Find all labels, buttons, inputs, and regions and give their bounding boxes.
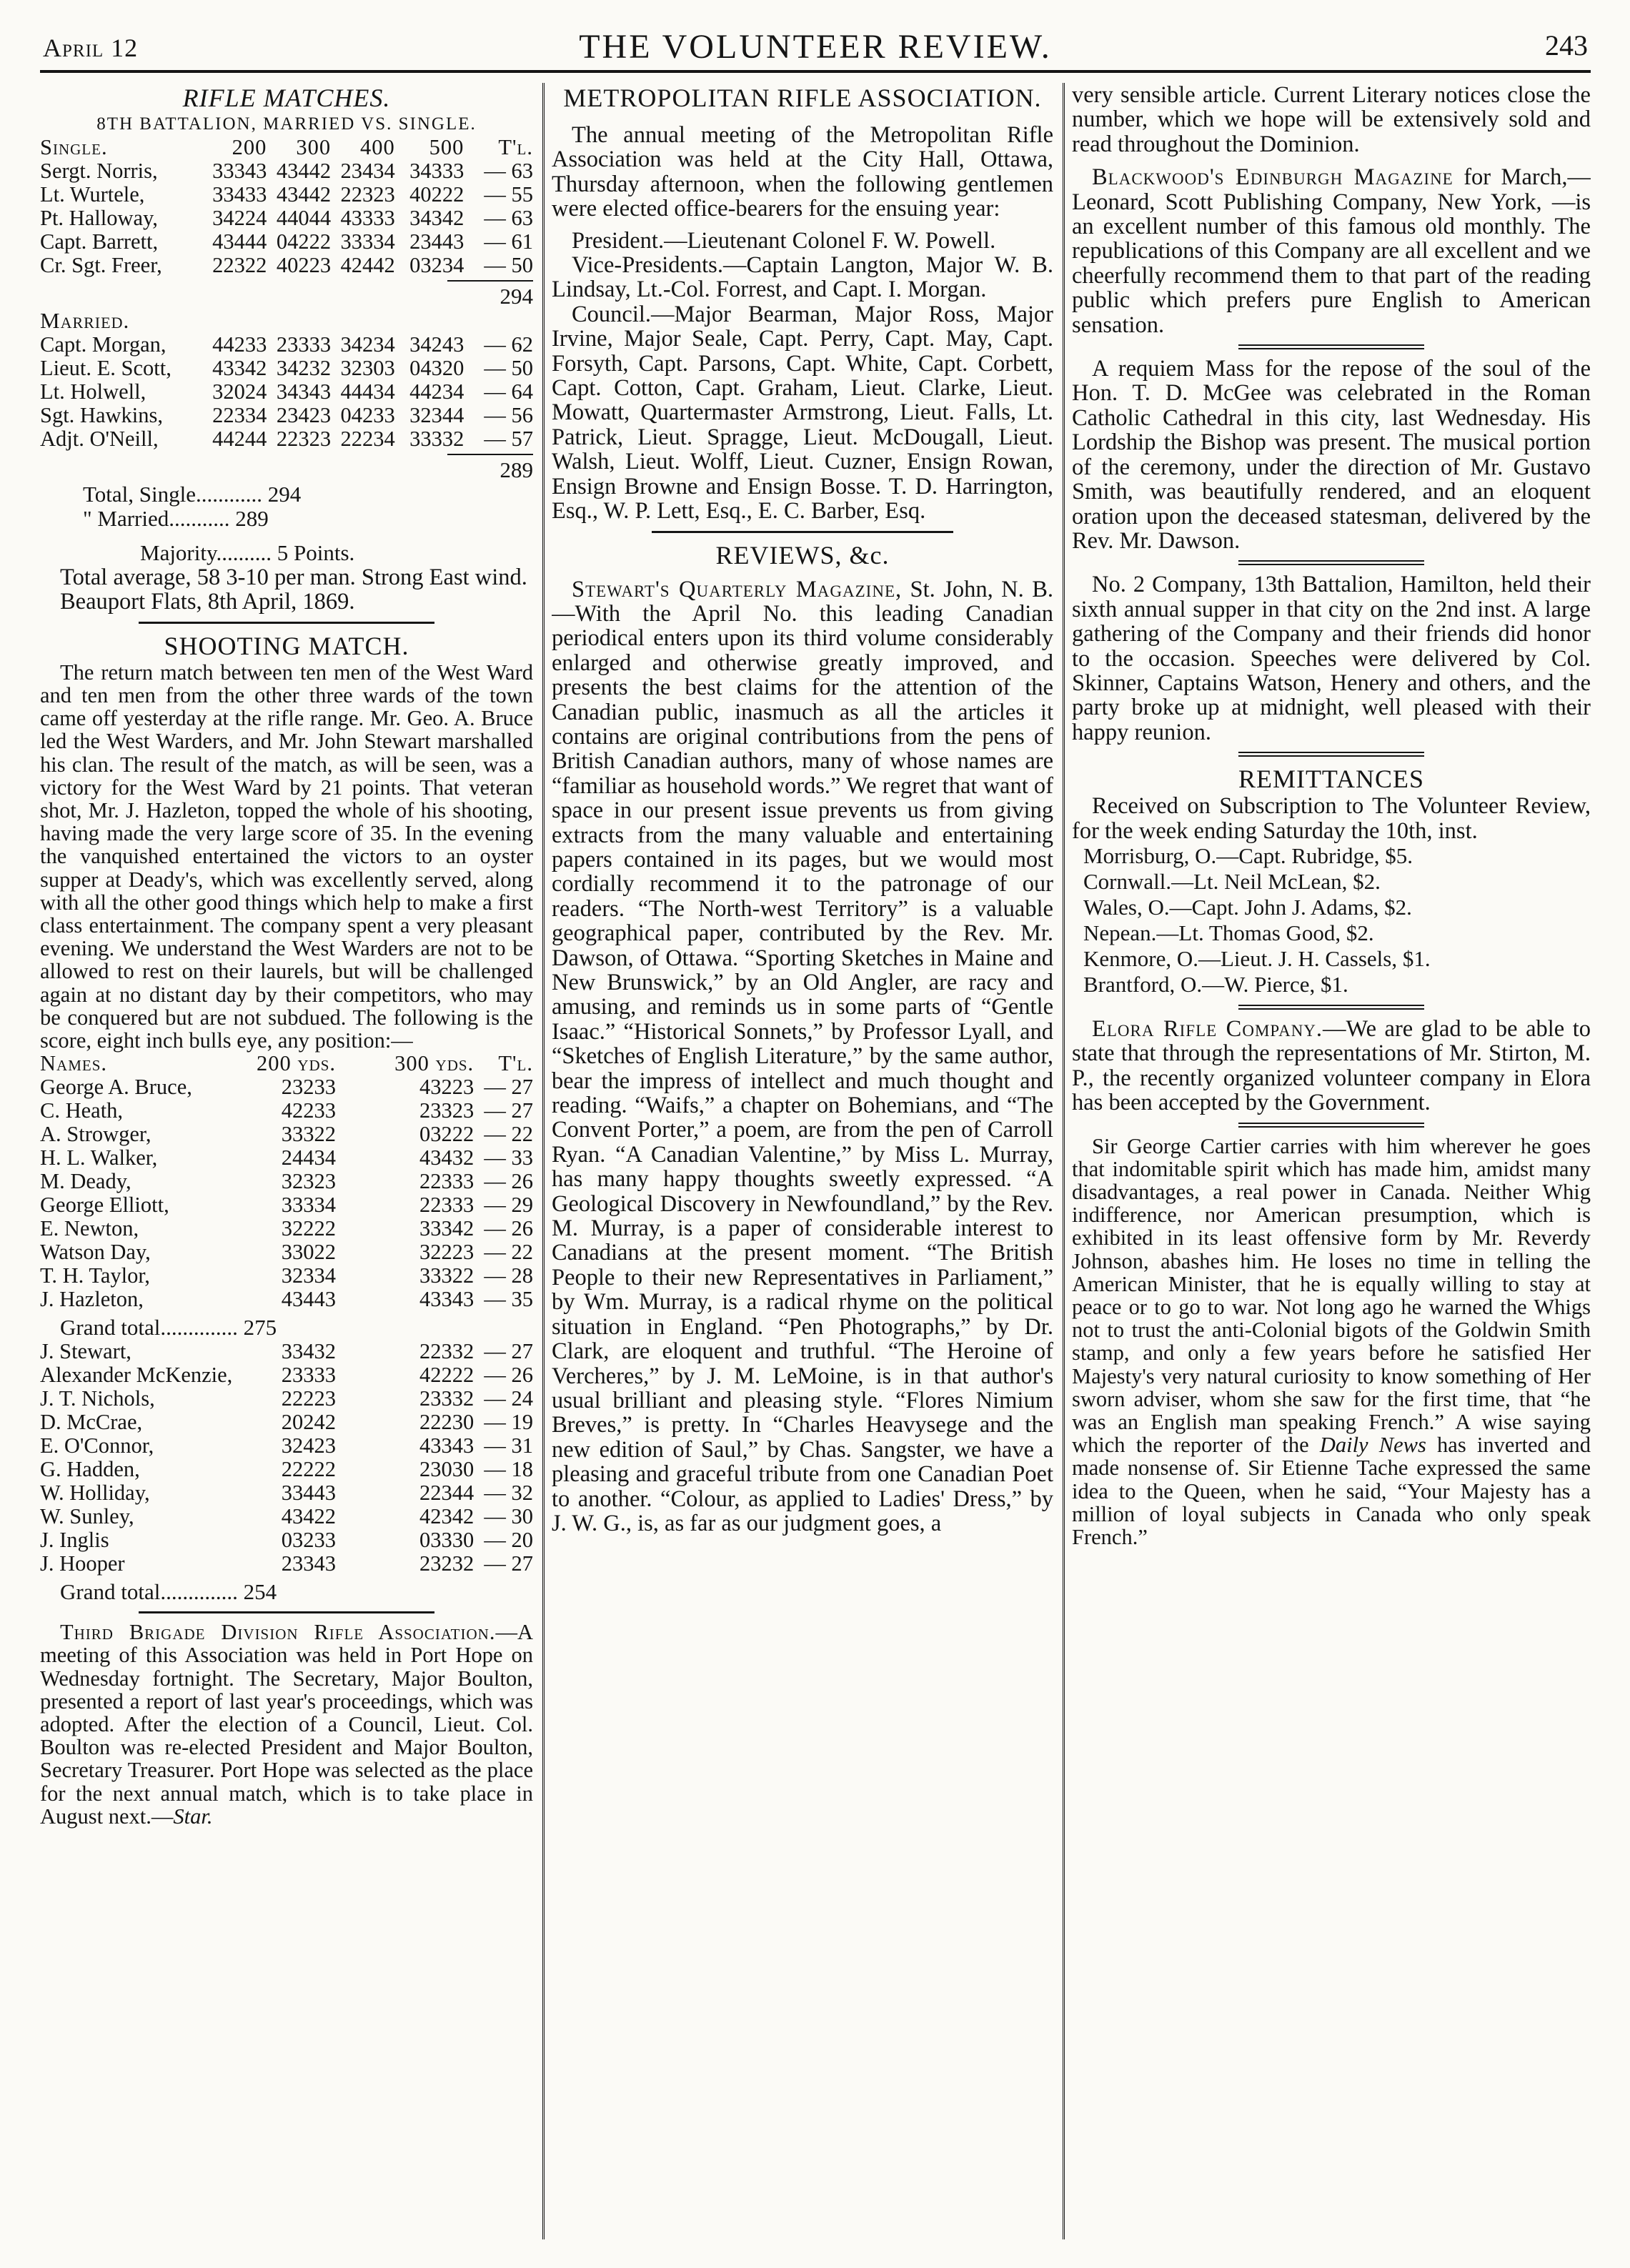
score-cell: — 18 bbox=[484, 1457, 533, 1482]
column-2 bbox=[552, 83, 1053, 2239]
score-cell: 33332 bbox=[409, 427, 464, 451]
score-cell: — 63 bbox=[484, 159, 533, 183]
table-row bbox=[40, 1481, 533, 1505]
header-cell: 200 bbox=[232, 135, 267, 159]
score-cell: 32222 bbox=[281, 1216, 336, 1241]
review-continuation: very sensible article. Current Literary notices close the number, which we hope will be extensively sold and read throughout the Dominion. bbox=[1072, 83, 1591, 157]
name-cell: Pt. Halloway, bbox=[40, 206, 158, 230]
score-cell: 23333 bbox=[276, 332, 332, 357]
metropolitan-president: President.—Lieutenant Colonel F. W. Powell. bbox=[572, 227, 996, 254]
name-cell: Watson Day, bbox=[40, 1240, 151, 1265]
name-cell: Sgt. Hawkins, bbox=[40, 403, 163, 427]
table-row bbox=[40, 427, 533, 451]
section-rule bbox=[1238, 1005, 1424, 1010]
name-cell: Capt. Barrett, bbox=[40, 229, 159, 254]
score-cell: 42342 bbox=[419, 1504, 474, 1529]
table-row bbox=[40, 230, 533, 254]
score-cell: 32223 bbox=[419, 1240, 474, 1265]
name-cell: G. Hadden, bbox=[40, 1457, 140, 1482]
section-rule bbox=[1238, 752, 1424, 757]
score-cell: 33334 bbox=[340, 229, 395, 254]
header-cell: Names. bbox=[40, 1051, 107, 1076]
remittance-entry: Wales, O.—Capt. John J. Adams, $2. bbox=[1083, 894, 1412, 920]
score-cell: — 28 bbox=[484, 1263, 533, 1288]
score-cell: 34232 bbox=[276, 356, 332, 380]
remittance-entry: Kenmore, O.—Lieut. J. H. Cassels, $1. bbox=[1083, 945, 1431, 971]
table-row bbox=[40, 1075, 533, 1099]
name-cell: M. Deady, bbox=[40, 1169, 131, 1194]
cartier-paragraph bbox=[1072, 1135, 1591, 1549]
score-cell: 22234 bbox=[340, 427, 395, 451]
score-cell: 43343 bbox=[419, 1433, 474, 1458]
total-single-line: Total, Single............ 294 bbox=[83, 482, 302, 507]
score-cell: 43442 bbox=[276, 159, 332, 183]
header-cell: T'l. bbox=[498, 1051, 533, 1076]
name-cell: D. McCrae, bbox=[40, 1410, 143, 1435]
score-cell: 03222 bbox=[419, 1122, 474, 1147]
score-cell: 33432 bbox=[281, 1339, 336, 1364]
header-cell: T'l. bbox=[498, 135, 533, 159]
score-cell: 43223 bbox=[419, 1075, 474, 1100]
publication-title: THE VOLUNTEER REVIEW. bbox=[579, 28, 1052, 66]
score-cell: 43444 bbox=[212, 229, 267, 254]
score-cell: 43422 bbox=[281, 1504, 336, 1529]
elora-text: —We are glad to be able to state that through the representations of Mr. Stirton, M. P., the recently organized volunteer company in Elora has been accepted by the Government. bbox=[1072, 1015, 1591, 1116]
company-supper-paragraph: No. 2 Company, 13th Battalion, Hamilton, held their sixth annual supper in that city on the 2nd inst. A large gathering of the Company and their friends did honor to the occasion. Speeches were delivered by Col. Skinner, Captains Watson, Henery and others, and the party broke up at midnight, well pleased with their happy reunion. bbox=[1072, 572, 1591, 745]
cartier-text-end: has inverted and made nonsense of. Sir Etienne Tache expressed the same idea to the Queen, when he said, “Your Majesty has a million of loyal subjects in Canada who only speak French.” bbox=[1072, 1433, 1591, 1550]
name-cell: A. Strowger, bbox=[40, 1122, 151, 1147]
column-rule bbox=[542, 83, 545, 2239]
score-cell: — 32 bbox=[484, 1481, 533, 1506]
score-cell: 43432 bbox=[419, 1145, 474, 1170]
third-brigade-lead: Third Brigade Division Rifle Association. bbox=[60, 1620, 496, 1645]
issue-date: April 12 bbox=[43, 34, 139, 62]
score-cell: 24434 bbox=[281, 1145, 336, 1170]
grand-total-west: Grand total.............. 275 bbox=[60, 1315, 277, 1341]
table-header-row bbox=[40, 136, 533, 159]
score-cell: — 26 bbox=[484, 1363, 533, 1388]
shooting-match-text: The return match between ten men of the West Ward and ten men from the other three wards of the town came off yesterday at the rifle range. Mr. Geo. A. Bruce led the West Warders, and Mr. John Stewart marshalled his clan. The result of the match, as will be seen, was a victory for the West Ward by 21 points. That veteran shot, Mr. J. Hazleton, topped the whole of his shooting, having made the very large score of 35. In the evening the vanquished entertained the victors to an oyster supper at Deady's, which was excellently served, along with all the other good things which help to make a first class entertainment. The company spent a very pleasant evening. We understand the West Warders are not to be allowed to rest on their laurels, but will be challenged again at no distant day by their competitors, who may be conquered but are not subdued. The following is the score, eight inch bulls eye, any position:— bbox=[40, 660, 533, 1053]
score-cell: — 63 bbox=[484, 206, 533, 230]
remittance-entry: Nepean.—Lt. Thomas Good, $2. bbox=[1083, 920, 1374, 945]
score-cell: 34333 bbox=[409, 159, 464, 183]
table-row bbox=[40, 1528, 533, 1552]
score-cell: — 20 bbox=[484, 1528, 533, 1553]
score-cell: — 24 bbox=[484, 1386, 533, 1411]
remittances-list bbox=[1072, 843, 1591, 998]
score-cell: — 19 bbox=[484, 1410, 533, 1435]
table-row bbox=[40, 1240, 533, 1264]
table-row bbox=[40, 1411, 533, 1434]
total-married-line: " Married........... 289 bbox=[83, 506, 269, 531]
score-cell: 34243 bbox=[409, 332, 464, 357]
sum-rule bbox=[447, 280, 533, 282]
name-cell: Lieut. E. Scott, bbox=[40, 356, 172, 380]
score-cell: — 27 bbox=[484, 1339, 533, 1364]
table-row bbox=[40, 333, 533, 357]
table-header-row bbox=[40, 1052, 533, 1075]
column-1 bbox=[40, 83, 533, 2239]
table-row bbox=[40, 1434, 533, 1458]
table-row bbox=[40, 380, 533, 404]
name-cell: George A. Bruce, bbox=[40, 1075, 192, 1100]
section-rule bbox=[1238, 560, 1424, 565]
blackwood-lead: Blackwood's Edinburgh Magazine bbox=[1092, 164, 1453, 191]
table-row bbox=[40, 1123, 533, 1146]
name-cell: C. Heath, bbox=[40, 1098, 124, 1123]
rifle-matches-subheading: 8TH BATTALION, MARRIED VS. SINGLE. bbox=[96, 114, 477, 134]
header-cell: Single. bbox=[40, 135, 108, 159]
score-cell: — 56 bbox=[484, 403, 533, 427]
score-cell: 44234 bbox=[409, 379, 464, 404]
remittance-entry: Morrisburg, O.—Capt. Rubridge, $5. bbox=[1083, 842, 1413, 868]
score-cell: — 55 bbox=[484, 182, 533, 207]
reviews-text: St. John, N. B. —With the April No. this leading Canadian periodical enters upon its third volume considerably enlarged and otherwise greatly improved, and presents the best claims for the attention of the Canadian public, inasmuch as all the articles it contains are original contributions from the pens of British Canadian authors, many of whose names are “familiar as household words.” We regret that want of space in our present issue prevents us from giving extracts from the many valuable and entertaining papers contained in its pages, but we would most cordially recommend it to the patronage of our readers. “The North-west Territory” is a valuable geographical paper, contributed by the Rev. Mr. Dawson, of Ottawa. “Sporting Sketches in Maine and New Brunswick,” by an Old Angler, are racy and amusing, and reminds us in some parts of “Gentle Isaac.” “Historical Sonnets,” by Professor Lyall, and “Sketches of English Literature,” by the same author, bear the impress of intellect and much thought and reading. “Waifs,” a chapter on Bohemians, and “The Convent Porter,” a poem, are from the pen of Carroll Ryan. “A Canadian Valentine,” by Miss L. Murray, has many happy thoughts sweetly expressed. “A Geological Discovery in Newfoundland,” by the Rev. M. Murray, is a paper of considerable interest to Canadians at the present moment. “The British People to their new Representatives in Parliament,” by Wm. Murray, is a radical rhyme on the political situation in England. “Pen Photographs,” by Dr. Clark, are eloquent and truthful. “The Heroine of Vercheres,” by J. M. LeMoine, is in that author's usual brilliant and pleasing style. “Flores Nimium Breves,” is pretty. In “Charles Heavysege and the new edition of Saul,” by Chas. Sangster, we have a pleasing and graceful tribute from one Canadian Poet to another. “Colour, as applied to Ladies' Dress,” by J. W. G., is, as far as our judgment goes, a bbox=[552, 576, 1053, 1536]
west-ward-score-table bbox=[40, 1052, 533, 1311]
married-label: Married. bbox=[40, 308, 130, 333]
reviews-lead: Stewart's Quarterly Magazine, bbox=[572, 576, 903, 602]
score-cell: — 22 bbox=[484, 1240, 533, 1265]
score-cell: — 50 bbox=[484, 356, 533, 380]
score-cell: 34234 bbox=[340, 332, 395, 357]
score-cell: 22333 bbox=[419, 1169, 474, 1194]
table-row bbox=[40, 357, 533, 380]
score-cell: 23323 bbox=[419, 1098, 474, 1123]
married-total: 289 bbox=[500, 457, 533, 482]
name-cell: George Elliott, bbox=[40, 1193, 169, 1218]
score-cell: 04233 bbox=[340, 403, 395, 427]
score-cell: 40222 bbox=[409, 182, 464, 207]
score-cell: — 26 bbox=[484, 1216, 533, 1241]
score-cell: 33322 bbox=[281, 1122, 336, 1147]
name-cell: W. Sunley, bbox=[40, 1504, 134, 1529]
elora-lead: Elora Rifle Company. bbox=[1092, 1015, 1323, 1042]
score-cell: 32024 bbox=[212, 379, 267, 404]
married-score-table bbox=[40, 333, 533, 451]
score-cell: — 33 bbox=[484, 1145, 533, 1170]
remittance-entry: Brantford, O.—W. Pierce, $1. bbox=[1083, 971, 1348, 997]
score-cell: 34343 bbox=[276, 379, 332, 404]
table-row bbox=[40, 1363, 533, 1387]
score-cell: 32323 bbox=[281, 1169, 336, 1194]
reviews-heading: REVIEWS, &c. bbox=[715, 540, 890, 570]
elora-paragraph bbox=[1072, 1017, 1591, 1115]
table-row bbox=[40, 1505, 533, 1528]
header-cell: 500 bbox=[429, 135, 464, 159]
header-cell: 300 bbox=[296, 135, 332, 159]
score-cell: 33433 bbox=[212, 182, 267, 207]
score-cell: 23232 bbox=[419, 1551, 474, 1576]
name-cell: Capt. Morgan, bbox=[40, 332, 167, 357]
score-cell: 32344 bbox=[409, 403, 464, 427]
score-cell: 33334 bbox=[281, 1193, 336, 1218]
section-rule bbox=[1238, 1123, 1424, 1128]
score-cell: 23434 bbox=[340, 159, 395, 183]
section-rule bbox=[652, 531, 953, 533]
name-cell: Adjt. O'Neill, bbox=[40, 427, 159, 451]
score-cell: 42222 bbox=[419, 1363, 474, 1388]
score-cell: 43342 bbox=[212, 356, 267, 380]
score-cell: 04320 bbox=[409, 356, 464, 380]
score-cell: 22223 bbox=[281, 1386, 336, 1411]
score-cell: 22230 bbox=[419, 1410, 474, 1435]
score-cell: 22323 bbox=[340, 182, 395, 207]
table-row bbox=[40, 1458, 533, 1481]
score-cell: 20242 bbox=[281, 1410, 336, 1435]
requiem-paragraph: A requiem Mass for the repose of the soul of the Hon. T. D. McGee was celebrated in the Roman Catholic Cathedral in this city, last Wednesday. His Lordship the Bishop was present. The musical portion of the ceremony, under the direction of Mr. Gustavo Smith, was beautifully rendered, and an eloquent oration upon the deceased statesman, delivered by the Rev. Mr. Dawson. bbox=[1072, 356, 1591, 554]
score-cell: 23423 bbox=[276, 403, 332, 427]
score-cell: — 62 bbox=[484, 332, 533, 357]
section-rule bbox=[1238, 344, 1424, 349]
score-cell: 22333 bbox=[419, 1193, 474, 1218]
name-cell: Lt. Holwell, bbox=[40, 379, 146, 404]
score-cell: — 61 bbox=[484, 229, 533, 254]
name-cell: Sergt. Norris, bbox=[40, 159, 158, 183]
name-cell: Lt. Wurtele, bbox=[40, 182, 145, 207]
score-cell: 22334 bbox=[212, 403, 267, 427]
score-cell: — 22 bbox=[484, 1122, 533, 1147]
header-cell: 200 yds. bbox=[256, 1051, 336, 1076]
score-cell: — 50 bbox=[484, 253, 533, 277]
table-row bbox=[40, 1288, 533, 1311]
header-cell: 400 bbox=[360, 135, 395, 159]
name-cell: J. Inglis bbox=[40, 1528, 109, 1553]
reviews-paragraph bbox=[552, 577, 1053, 1536]
third-brigade-text: —A meeting of this Association was held in Port Hope on Wednesday fortnight. The Secretary, Major Boulton, presented a report of last year's proceedings, which was adopted. After the election of a Council, Lieut. Col. Boulton was re-elected President and Major Boulton, Secretary Treasurer. Port Hope was selected as the place for the next annual match, which is to take place in August next.— bbox=[40, 1620, 533, 1829]
score-cell: 44434 bbox=[340, 379, 395, 404]
metropolitan-intro: The annual meeting of the Metropolitan Rifle Association was held at the City Hall, Ottawa, Thursday afternoon, when the following gentlemen were elected office-bearers for the ensuing year: bbox=[552, 122, 1053, 222]
name-cell: E. O'Connor, bbox=[40, 1433, 154, 1458]
table-row bbox=[40, 1340, 533, 1363]
remittances-intro: Received on Subscription to The Volunteer Review, for the week ending Saturday the 10th, inst. bbox=[1072, 793, 1591, 844]
table-row bbox=[40, 1146, 533, 1170]
table-row bbox=[40, 1099, 533, 1123]
majority-line: Majority.......... 5 Points. bbox=[140, 540, 355, 565]
score-cell: 44233 bbox=[212, 332, 267, 357]
score-cell: 23443 bbox=[409, 229, 464, 254]
score-cell: 32423 bbox=[281, 1433, 336, 1458]
name-cell: T. H. Taylor, bbox=[40, 1263, 150, 1288]
cartier-newspaper: Daily News bbox=[1319, 1433, 1426, 1458]
score-cell: 34224 bbox=[212, 206, 267, 230]
score-cell: 32303 bbox=[340, 356, 395, 380]
metropolitan-council: Council.—Major Bearman, Major Ross, Major Irvine, Major Seale, Capt. Perry, Capt. May, Capt. Forsyth, Capt. Parsons, Capt. White, Capt. Corbett, Capt. Cotton, Capt. Graham, Lieut. Clarke, Lieut. Mowatt, Quartermaster Armstrong, Lieut. Falls, Lt. Patrick, Lieut. Spragge, Lieut. McDougall, Lieut. Walsh, Lieut. Wolff, Lieut. Cuzner, Ensign Rowan, Ensign Browne and Ensign Bosse. T. D. Harrington, Esq., W. P. Lett, Esq., E. C. Barber, Esq. bbox=[552, 301, 1053, 524]
score-cell: 23030 bbox=[419, 1457, 474, 1482]
section-rule bbox=[139, 1611, 434, 1613]
score-cell: 34342 bbox=[409, 206, 464, 230]
masthead bbox=[40, 23, 1591, 73]
score-cell: 22332 bbox=[419, 1339, 474, 1364]
sum-rule bbox=[447, 454, 533, 455]
score-cell: 22344 bbox=[419, 1481, 474, 1506]
score-cell: 22323 bbox=[276, 427, 332, 451]
single-score-table bbox=[40, 136, 533, 277]
name-cell: E. Newton, bbox=[40, 1216, 139, 1241]
score-cell: 22222 bbox=[281, 1457, 336, 1482]
page-number: 243 bbox=[1545, 29, 1588, 61]
table-row bbox=[40, 207, 533, 230]
score-cell: — 57 bbox=[484, 427, 533, 451]
score-cell: 43442 bbox=[276, 182, 332, 207]
cartier-text: Sir George Cartier carries with him wherever he goes that indomitable spirit which has made him, amidst many disadvantages, a real power in Canada. Neither Whig indifference, nor American presumption, which is exhibited in its least offensive form by Mr. Reverdy Johnson, abashes him. He loses no time in telling the American Minister, that he is equally willing to stay at peace or to go to war. Not long ago he warned the Whigs not to trust the anti-Colonial bigots of the Goldwin Smith stamp, and only a few years before he satisfied Her Majesty's very natural curiosity to know something of Her sworn adviser, whom she saw for the first time, that “he was an English man speaking French.” A wise saying which the reporter of the bbox=[1072, 1133, 1591, 1458]
table-row bbox=[40, 254, 533, 277]
score-cell: 23343 bbox=[281, 1551, 336, 1576]
score-cell: — 29 bbox=[484, 1193, 533, 1218]
score-cell: 23233 bbox=[281, 1075, 336, 1100]
score-cell: — 35 bbox=[484, 1287, 533, 1312]
score-cell: 04222 bbox=[276, 229, 332, 254]
score-cell: 03233 bbox=[281, 1528, 336, 1553]
grand-total-other: Grand total.............. 254 bbox=[60, 1579, 277, 1605]
other-wards-score-table bbox=[40, 1340, 533, 1576]
name-cell: J. Stewart, bbox=[40, 1339, 131, 1364]
table-row bbox=[40, 1387, 533, 1411]
shooting-match-heading: SHOOTING MATCH. bbox=[164, 631, 409, 660]
score-cell: 33443 bbox=[281, 1481, 336, 1506]
score-cell: 42442 bbox=[340, 253, 395, 277]
score-cell: 44244 bbox=[212, 427, 267, 451]
score-cell: 43343 bbox=[419, 1287, 474, 1312]
score-cell: 42233 bbox=[281, 1098, 336, 1123]
score-cell: 40223 bbox=[276, 253, 332, 277]
score-cell: 43333 bbox=[340, 206, 395, 230]
score-cell: — 64 bbox=[484, 379, 533, 404]
table-row bbox=[40, 183, 533, 207]
section-rule bbox=[139, 622, 434, 624]
score-cell: 33022 bbox=[281, 1240, 336, 1265]
blackwood-text: for March,—Leonard, Scott Publishing Company, New York, —is an excellent number of this famous old monthly. The republications of this Company are all excellent and we cheerfully recommend them to that part of the reading public which prefers pure English to American sensation. bbox=[1072, 164, 1591, 338]
metropolitan-heading: METROPOLITAN RIFLE ASSOCIATION. bbox=[563, 84, 1042, 112]
table-row bbox=[40, 1552, 533, 1576]
name-cell: Alexander McKenzie, bbox=[40, 1363, 233, 1388]
score-cell: 23332 bbox=[419, 1386, 474, 1411]
column-rule bbox=[1063, 83, 1065, 2239]
name-cell: W. Holliday, bbox=[40, 1481, 150, 1506]
score-cell: 23333 bbox=[281, 1363, 336, 1388]
score-cell: 33342 bbox=[419, 1216, 474, 1241]
metropolitan-vice-presidents: Vice-Presidents.—Captain Langton, Major W. B. Lindsay, Lt.-Col. Forrest, and Capt. I. Morgan. bbox=[552, 252, 1053, 303]
rifle-matches-heading: RIFLE MATCHES. bbox=[182, 84, 391, 112]
score-cell: — 30 bbox=[484, 1504, 533, 1529]
score-cell: — 31 bbox=[484, 1433, 533, 1458]
blackwood-paragraph bbox=[1072, 165, 1591, 337]
score-cell: — 27 bbox=[484, 1098, 533, 1123]
remittances-heading: REMITTANCES bbox=[1238, 765, 1425, 794]
average-line: Total average, 58 3-10 per man. Strong East wind. bbox=[60, 564, 527, 590]
score-cell: — 27 bbox=[484, 1551, 533, 1576]
score-cell: 03234 bbox=[409, 253, 464, 277]
name-cell: J. Hazleton, bbox=[40, 1287, 144, 1312]
score-cell: — 26 bbox=[484, 1169, 533, 1194]
score-cell: 32334 bbox=[281, 1263, 336, 1288]
table-row bbox=[40, 1170, 533, 1193]
score-cell: 33343 bbox=[212, 159, 267, 183]
name-cell: J. Hooper bbox=[40, 1551, 125, 1576]
place-date-line: Beauport Flats, 8th April, 1869. bbox=[60, 589, 355, 615]
score-cell: 43443 bbox=[281, 1287, 336, 1312]
table-row bbox=[40, 1264, 533, 1288]
table-row bbox=[40, 1217, 533, 1240]
column-3 bbox=[1072, 83, 1591, 2239]
name-cell: J. T. Nichols, bbox=[40, 1386, 155, 1411]
table-row bbox=[40, 159, 533, 183]
third-brigade-paragraph bbox=[40, 1621, 533, 1828]
single-total: 294 bbox=[500, 284, 533, 309]
third-brigade-source: Star. bbox=[173, 1804, 213, 1829]
header-cell: 300 yds. bbox=[394, 1051, 474, 1076]
remittance-entry: Cornwall.—Lt. Neil McLean, $2. bbox=[1083, 868, 1381, 894]
score-cell: — 27 bbox=[484, 1075, 533, 1100]
score-cell: 03330 bbox=[419, 1528, 474, 1553]
score-cell: 44044 bbox=[276, 206, 332, 230]
table-row bbox=[40, 1193, 533, 1217]
score-cell: 22322 bbox=[212, 253, 267, 277]
name-cell: Cr. Sgt. Freer, bbox=[40, 253, 162, 277]
name-cell: H. L. Walker, bbox=[40, 1145, 158, 1170]
table-row bbox=[40, 404, 533, 427]
score-cell: 33322 bbox=[419, 1263, 474, 1288]
